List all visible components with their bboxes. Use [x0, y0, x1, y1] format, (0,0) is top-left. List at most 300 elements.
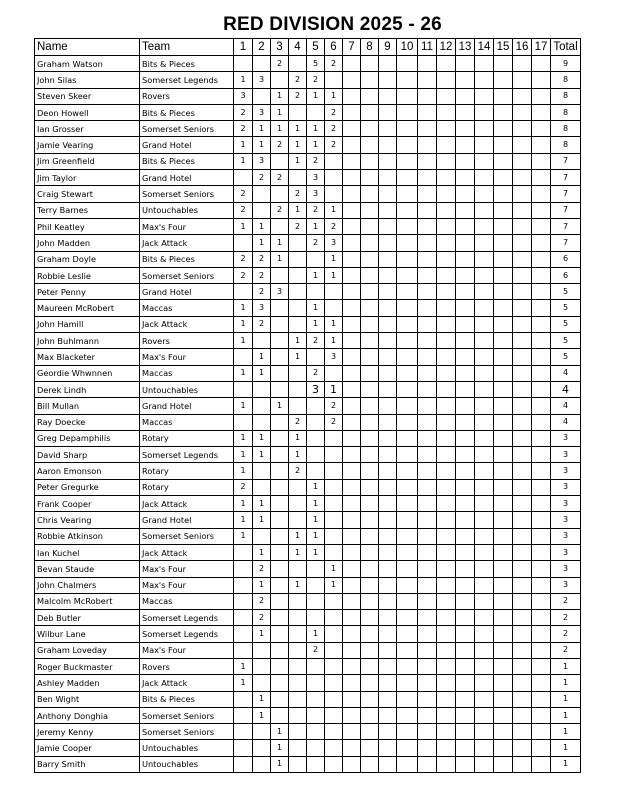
round-score-14 [475, 300, 494, 316]
round-score-1: 1 [234, 333, 253, 349]
round-score-7 [343, 479, 361, 495]
round-score-2: 2 [253, 251, 271, 267]
round-score-5: 1 [307, 544, 325, 560]
player-team: Somerset Seniors [140, 707, 234, 723]
round-score-15 [494, 577, 513, 593]
round-score-1 [234, 381, 253, 397]
player-total: 9 [551, 56, 581, 72]
round-score-7 [343, 414, 361, 430]
round-score-3: 2 [271, 170, 289, 186]
round-score-9 [379, 235, 397, 251]
round-score-13 [456, 561, 475, 577]
round-score-5: 2 [307, 642, 325, 658]
round-score-14 [475, 170, 494, 186]
round-score-9 [379, 756, 397, 772]
player-total: 4 [551, 398, 581, 414]
player-team: Bits & Pieces [140, 251, 234, 267]
player-name: Roger Buckmaster [35, 658, 140, 674]
round-score-8 [361, 316, 379, 332]
round-score-8 [361, 121, 379, 137]
round-score-13 [456, 610, 475, 626]
header-round-5: 5 [307, 39, 325, 56]
round-score-14 [475, 56, 494, 72]
round-score-12 [437, 593, 456, 609]
round-score-2: 2 [253, 610, 271, 626]
round-score-14 [475, 284, 494, 300]
player-team: Somerset Seniors [140, 121, 234, 137]
round-score-9 [379, 72, 397, 88]
player-team: Max's Four [140, 218, 234, 234]
table-row [35, 577, 581, 593]
header-round-9: 9 [379, 39, 397, 56]
round-score-2: 1 [253, 544, 271, 560]
round-score-11 [418, 88, 437, 104]
round-score-13 [456, 414, 475, 430]
round-score-10 [397, 642, 418, 658]
page-title: RED DIVISION 2025 - 26 [223, 14, 442, 35]
header-round-3: 3 [271, 39, 289, 56]
round-score-2 [253, 724, 271, 740]
round-score-15 [494, 88, 513, 104]
round-score-11 [418, 724, 437, 740]
round-score-15 [494, 365, 513, 381]
round-score-13 [456, 658, 475, 674]
player-total: 8 [551, 104, 581, 120]
round-score-10 [397, 691, 418, 707]
round-score-1: 1 [234, 463, 253, 479]
round-score-13 [456, 300, 475, 316]
round-score-5 [307, 724, 325, 740]
round-score-9 [379, 153, 397, 169]
round-score-14 [475, 316, 494, 332]
player-total: 8 [551, 72, 581, 88]
round-score-13 [456, 463, 475, 479]
player-team: Somerset Seniors [140, 724, 234, 740]
round-score-2: 2 [253, 267, 271, 283]
round-score-9 [379, 512, 397, 528]
round-score-11 [418, 642, 437, 658]
round-score-4 [289, 267, 307, 283]
round-score-3: 1 [271, 251, 289, 267]
player-team: Jack Attack [140, 675, 234, 691]
round-score-13 [456, 121, 475, 137]
header-total: Total [551, 39, 581, 56]
round-score-9 [379, 202, 397, 218]
round-score-14 [475, 512, 494, 528]
round-score-11 [418, 235, 437, 251]
round-score-15 [494, 398, 513, 414]
round-score-11 [418, 72, 437, 88]
round-score-9 [379, 561, 397, 577]
round-score-15 [494, 658, 513, 674]
round-score-14 [475, 202, 494, 218]
round-score-3 [271, 642, 289, 658]
round-score-10 [397, 707, 418, 723]
round-score-6 [325, 528, 343, 544]
round-score-5 [307, 284, 325, 300]
table-row [35, 658, 581, 674]
round-score-10 [397, 121, 418, 137]
round-score-16 [513, 561, 532, 577]
round-score-6 [325, 707, 343, 723]
round-score-7 [343, 251, 361, 267]
round-score-7 [343, 463, 361, 479]
round-score-6 [325, 642, 343, 658]
player-name: Jamie Vearing [35, 137, 140, 153]
round-score-17 [532, 577, 551, 593]
round-score-4: 1 [289, 544, 307, 560]
player-total: 3 [551, 544, 581, 560]
round-score-9 [379, 218, 397, 234]
round-score-8 [361, 56, 379, 72]
player-total: 3 [551, 561, 581, 577]
round-score-5 [307, 740, 325, 756]
round-score-3: 2 [271, 202, 289, 218]
round-score-4 [289, 740, 307, 756]
round-score-8 [361, 740, 379, 756]
round-score-6 [325, 170, 343, 186]
round-score-5: 2 [307, 153, 325, 169]
round-score-6 [325, 691, 343, 707]
round-score-6: 3 [325, 349, 343, 365]
player-team: Bits & Pieces [140, 691, 234, 707]
round-score-6 [325, 300, 343, 316]
round-score-3 [271, 300, 289, 316]
round-score-4 [289, 512, 307, 528]
round-score-10 [397, 675, 418, 691]
round-score-6: 1 [325, 267, 343, 283]
round-score-13 [456, 218, 475, 234]
round-score-4: 1 [289, 528, 307, 544]
table-row [35, 284, 581, 300]
round-score-14 [475, 398, 494, 414]
round-score-8 [361, 186, 379, 202]
player-total: 4 [551, 381, 581, 397]
table-row [35, 398, 581, 414]
round-score-10 [397, 398, 418, 414]
round-score-13 [456, 104, 475, 120]
round-score-13 [456, 137, 475, 153]
round-score-3 [271, 479, 289, 495]
header-round-8: 8 [361, 39, 379, 56]
player-team: Jack Attack [140, 544, 234, 560]
round-score-12 [437, 349, 456, 365]
round-score-7 [343, 153, 361, 169]
round-score-14 [475, 447, 494, 463]
round-score-12 [437, 544, 456, 560]
header-round-12: 12 [437, 39, 456, 56]
player-total: 1 [551, 707, 581, 723]
round-score-5 [307, 593, 325, 609]
player-team: Max's Four [140, 577, 234, 593]
header-team: Team [140, 39, 234, 56]
table-row [35, 593, 581, 609]
round-score-10 [397, 333, 418, 349]
round-score-5: 2 [307, 72, 325, 88]
round-score-6: 1 [325, 251, 343, 267]
header-round-11: 11 [418, 39, 437, 56]
round-score-10 [397, 479, 418, 495]
round-score-9 [379, 626, 397, 642]
player-team: Somerset Legends [140, 447, 234, 463]
player-team: Untouchables [140, 740, 234, 756]
round-score-2 [253, 56, 271, 72]
player-name: Jeremy Kenny [35, 724, 140, 740]
round-score-17 [532, 170, 551, 186]
round-score-4 [289, 316, 307, 332]
player-team: Somerset Seniors [140, 528, 234, 544]
round-score-2: 3 [253, 72, 271, 88]
round-score-2: 2 [253, 170, 271, 186]
round-score-14 [475, 414, 494, 430]
round-score-8 [361, 349, 379, 365]
round-score-6 [325, 593, 343, 609]
round-score-14 [475, 235, 494, 251]
round-score-10 [397, 544, 418, 560]
round-score-6 [325, 479, 343, 495]
round-score-16 [513, 610, 532, 626]
player-team: Max's Four [140, 561, 234, 577]
header-round-6: 6 [325, 39, 343, 56]
round-score-3 [271, 218, 289, 234]
round-score-10 [397, 756, 418, 772]
round-score-9 [379, 658, 397, 674]
table-row [35, 88, 581, 104]
round-score-15 [494, 316, 513, 332]
round-score-7 [343, 593, 361, 609]
round-score-10 [397, 610, 418, 626]
round-score-6 [325, 496, 343, 512]
table-row [35, 300, 581, 316]
round-score-6 [325, 610, 343, 626]
round-score-5 [307, 675, 325, 691]
table-row [35, 561, 581, 577]
round-score-16 [513, 121, 532, 137]
round-score-9 [379, 447, 397, 463]
round-score-4 [289, 626, 307, 642]
round-score-11 [418, 593, 437, 609]
round-score-3 [271, 365, 289, 381]
round-score-4 [289, 561, 307, 577]
round-score-8 [361, 365, 379, 381]
round-score-9 [379, 479, 397, 495]
round-score-13 [456, 186, 475, 202]
player-name: Deb Butler [35, 610, 140, 626]
round-score-5: 1 [307, 479, 325, 495]
round-score-16 [513, 137, 532, 153]
table-row [35, 137, 581, 153]
round-score-15 [494, 463, 513, 479]
round-score-13 [456, 153, 475, 169]
round-score-6 [325, 186, 343, 202]
round-score-8 [361, 642, 379, 658]
round-score-16 [513, 577, 532, 593]
round-score-2 [253, 528, 271, 544]
round-score-3 [271, 316, 289, 332]
round-score-4: 1 [289, 153, 307, 169]
round-score-6: 3 [325, 235, 343, 251]
round-score-3 [271, 267, 289, 283]
round-score-3 [271, 593, 289, 609]
round-score-7 [343, 267, 361, 283]
round-score-2: 3 [253, 153, 271, 169]
round-score-4: 2 [289, 88, 307, 104]
round-score-15 [494, 740, 513, 756]
round-score-12 [437, 561, 456, 577]
round-score-17 [532, 365, 551, 381]
round-score-15 [494, 56, 513, 72]
round-score-7 [343, 642, 361, 658]
player-total: 8 [551, 121, 581, 137]
round-score-12 [437, 430, 456, 446]
round-score-1 [234, 577, 253, 593]
round-score-4 [289, 170, 307, 186]
round-score-15 [494, 186, 513, 202]
player-name: Ben Wight [35, 691, 140, 707]
round-score-3: 1 [271, 104, 289, 120]
round-score-13 [456, 675, 475, 691]
player-team: Bits & Pieces [140, 104, 234, 120]
round-score-9 [379, 463, 397, 479]
round-score-1: 1 [234, 675, 253, 691]
round-score-1: 2 [234, 251, 253, 267]
round-score-10 [397, 202, 418, 218]
player-total: 5 [551, 300, 581, 316]
round-score-10 [397, 724, 418, 740]
round-score-10 [397, 88, 418, 104]
round-score-5 [307, 756, 325, 772]
round-score-2 [253, 186, 271, 202]
round-score-11 [418, 544, 437, 560]
header-round-14: 14 [475, 39, 494, 56]
round-score-13 [456, 88, 475, 104]
round-score-7 [343, 121, 361, 137]
round-score-6 [325, 724, 343, 740]
round-score-17 [532, 463, 551, 479]
round-score-15 [494, 121, 513, 137]
round-score-12 [437, 447, 456, 463]
round-score-10 [397, 463, 418, 479]
round-score-13 [456, 691, 475, 707]
round-score-2: 1 [253, 349, 271, 365]
player-name: Graham Loveday [35, 642, 140, 658]
round-score-14 [475, 251, 494, 267]
round-score-12 [437, 740, 456, 756]
round-score-10 [397, 365, 418, 381]
round-score-2: 2 [253, 284, 271, 300]
round-score-3: 2 [271, 137, 289, 153]
round-score-4 [289, 284, 307, 300]
table-row [35, 170, 581, 186]
round-score-17 [532, 544, 551, 560]
round-score-7 [343, 610, 361, 626]
round-score-12 [437, 398, 456, 414]
header-name: Name [35, 39, 140, 56]
round-score-12 [437, 153, 456, 169]
round-score-8 [361, 561, 379, 577]
round-score-15 [494, 333, 513, 349]
player-team: Somerset Seniors [140, 267, 234, 283]
round-score-15 [494, 235, 513, 251]
round-score-17 [532, 267, 551, 283]
round-score-14 [475, 626, 494, 642]
round-score-13 [456, 496, 475, 512]
round-score-6 [325, 447, 343, 463]
round-score-9 [379, 724, 397, 740]
round-score-4 [289, 610, 307, 626]
round-score-11 [418, 414, 437, 430]
round-score-16 [513, 316, 532, 332]
round-score-4 [289, 691, 307, 707]
player-name: Phil Keatley [35, 218, 140, 234]
round-score-13 [456, 235, 475, 251]
round-score-13 [456, 251, 475, 267]
round-score-2: 1 [253, 235, 271, 251]
player-team: Max's Four [140, 642, 234, 658]
round-score-2 [253, 479, 271, 495]
round-score-17 [532, 740, 551, 756]
round-score-1 [234, 235, 253, 251]
round-score-2 [253, 414, 271, 430]
round-score-12 [437, 756, 456, 772]
round-score-4: 2 [289, 218, 307, 234]
round-score-8 [361, 544, 379, 560]
round-score-16 [513, 447, 532, 463]
table-row [35, 675, 581, 691]
round-score-13 [456, 267, 475, 283]
round-score-11 [418, 561, 437, 577]
table-row [35, 756, 581, 772]
round-score-16 [513, 756, 532, 772]
player-total: 3 [551, 577, 581, 593]
round-score-17 [532, 756, 551, 772]
round-score-6: 2 [325, 56, 343, 72]
table-row [35, 430, 581, 446]
round-score-9 [379, 610, 397, 626]
round-score-7 [343, 381, 361, 397]
round-score-16 [513, 170, 532, 186]
round-score-5: 1 [307, 267, 325, 283]
round-score-16 [513, 740, 532, 756]
round-score-3 [271, 349, 289, 365]
round-score-17 [532, 218, 551, 234]
round-score-6: 2 [325, 121, 343, 137]
player-name: Robbie Leslie [35, 267, 140, 283]
round-score-12 [437, 642, 456, 658]
round-score-5: 1 [307, 316, 325, 332]
player-team: Maccas [140, 365, 234, 381]
round-score-9 [379, 528, 397, 544]
round-score-3 [271, 512, 289, 528]
round-score-2: 1 [253, 691, 271, 707]
player-name: John Buhlmann [35, 333, 140, 349]
table-row [35, 528, 581, 544]
player-total: 3 [551, 528, 581, 544]
round-score-12 [437, 88, 456, 104]
round-score-1: 1 [234, 153, 253, 169]
round-score-12 [437, 267, 456, 283]
round-score-3 [271, 658, 289, 674]
header-row [35, 39, 581, 56]
round-score-15 [494, 724, 513, 740]
round-score-10 [397, 153, 418, 169]
player-team: Grand Hotel [140, 284, 234, 300]
round-score-9 [379, 691, 397, 707]
round-score-5: 2 [307, 365, 325, 381]
round-score-1: 3 [234, 88, 253, 104]
round-score-2 [253, 675, 271, 691]
player-total: 3 [551, 479, 581, 495]
